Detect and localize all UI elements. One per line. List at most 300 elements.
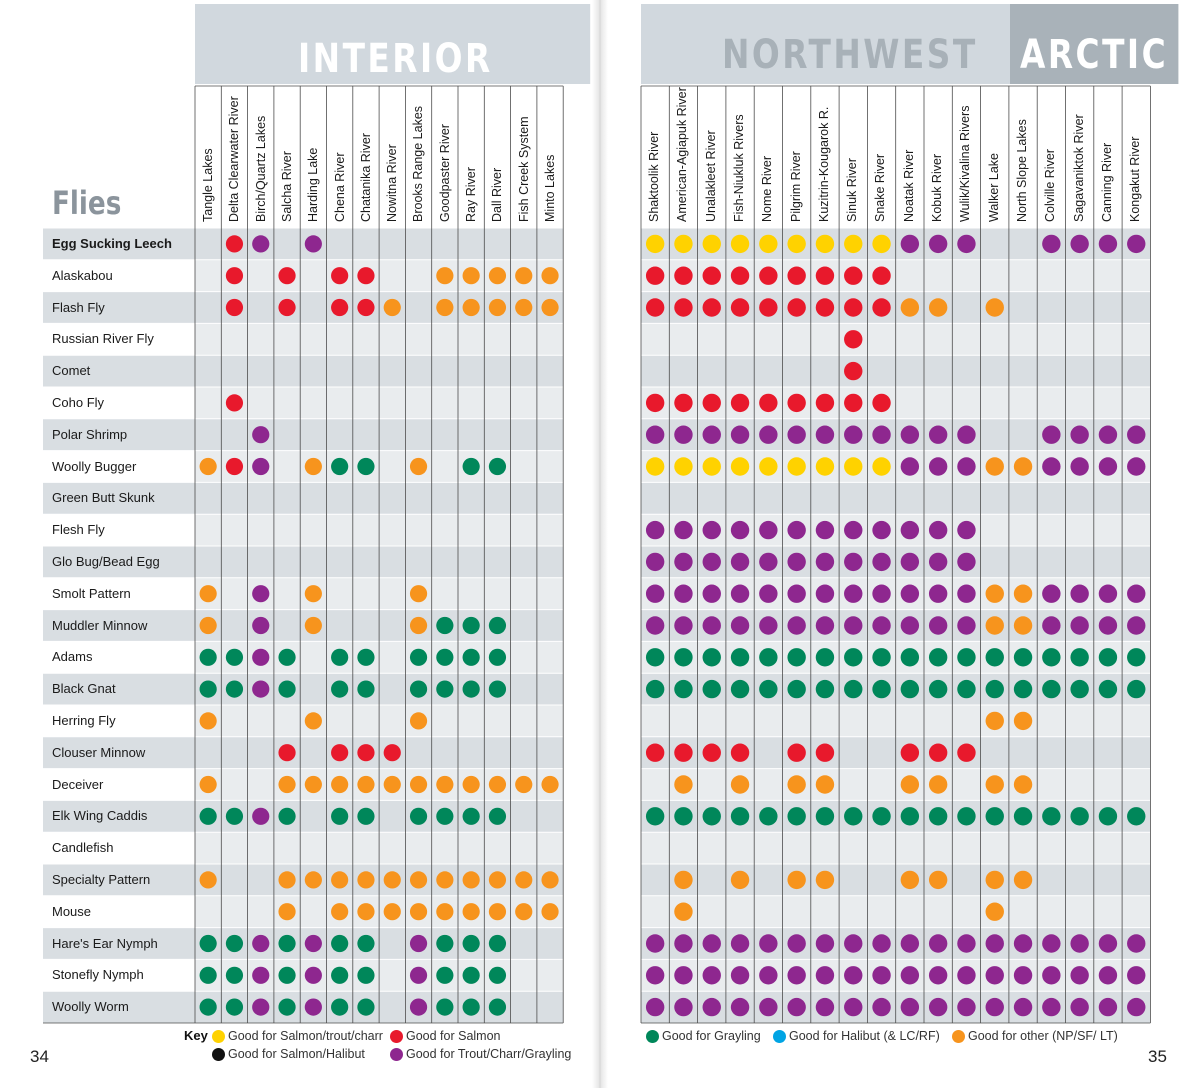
column-header: Fish Creek System bbox=[516, 116, 531, 222]
rating-dot bbox=[872, 426, 890, 444]
rating-dot bbox=[357, 649, 374, 666]
rating-dot bbox=[646, 934, 664, 952]
rating-dot bbox=[278, 299, 295, 316]
rating-dot bbox=[986, 998, 1004, 1016]
rating-dot bbox=[463, 267, 480, 284]
rating-dot bbox=[929, 298, 947, 316]
fly-row-label: Stonefly Nymph bbox=[52, 967, 144, 983]
rating-dot bbox=[515, 299, 532, 316]
rating-dot bbox=[463, 617, 480, 634]
rating-dot bbox=[816, 267, 834, 285]
rating-dot bbox=[200, 617, 217, 634]
rating-dot bbox=[436, 999, 453, 1016]
rating-dot bbox=[1042, 235, 1060, 253]
rating-dot bbox=[929, 775, 947, 793]
key-dot bbox=[212, 1048, 225, 1061]
rating-dot bbox=[929, 521, 947, 539]
rating-dot bbox=[1014, 934, 1032, 952]
rating-dot bbox=[816, 394, 834, 412]
rating-dot bbox=[731, 394, 749, 412]
column-header: Delta Clearwater River bbox=[227, 96, 242, 222]
rating-dot bbox=[957, 744, 975, 762]
rating-dot bbox=[1070, 426, 1088, 444]
rating-dot bbox=[646, 648, 664, 666]
rating-dot bbox=[1042, 934, 1060, 952]
rating-dot bbox=[226, 267, 243, 284]
rating-dot bbox=[646, 394, 664, 412]
rating-dot bbox=[844, 426, 862, 444]
rating-dot bbox=[331, 999, 348, 1016]
fly-row-label: Muddler Minnow bbox=[52, 617, 148, 633]
rating-dot bbox=[901, 235, 919, 253]
rating-dot bbox=[305, 585, 322, 602]
rating-dot bbox=[515, 871, 532, 888]
rating-dot bbox=[957, 934, 975, 952]
rating-dot bbox=[787, 585, 805, 603]
column-header: Fish-Niukluk Rivers bbox=[731, 114, 746, 222]
rating-dot bbox=[305, 871, 322, 888]
rating-dot bbox=[816, 966, 834, 984]
rating-dot bbox=[278, 871, 295, 888]
rating-dot bbox=[1099, 426, 1117, 444]
rating-dot bbox=[226, 999, 243, 1016]
rating-dot bbox=[1099, 616, 1117, 634]
rating-dot bbox=[1042, 966, 1060, 984]
rating-dot bbox=[703, 457, 721, 475]
rating-dot bbox=[787, 521, 805, 539]
rating-dot bbox=[410, 999, 427, 1016]
rating-dot bbox=[489, 776, 506, 793]
rating-dot bbox=[278, 999, 295, 1016]
column-header: Wulik/Kivalina Rivers bbox=[958, 105, 973, 222]
rating-dot bbox=[436, 808, 453, 825]
region-title-interior: INTERIOR bbox=[298, 36, 493, 82]
rating-dot bbox=[674, 553, 692, 571]
rating-dot bbox=[787, 871, 805, 889]
rating-dot bbox=[816, 648, 834, 666]
rating-dot bbox=[674, 235, 692, 253]
rating-dot bbox=[703, 934, 721, 952]
column-header: Ray River bbox=[464, 167, 478, 222]
rating-dot bbox=[1042, 585, 1060, 603]
rating-dot bbox=[731, 775, 749, 793]
rating-dot bbox=[731, 553, 749, 571]
rating-dot bbox=[305, 967, 322, 984]
rating-dot bbox=[787, 998, 805, 1016]
rating-dot bbox=[957, 235, 975, 253]
rating-dot bbox=[278, 267, 295, 284]
rating-dot bbox=[410, 808, 427, 825]
rating-dot bbox=[901, 934, 919, 952]
rating-dot bbox=[703, 998, 721, 1016]
key-item-text: Good for Salmon/Halibut bbox=[228, 1047, 365, 1061]
rating-dot bbox=[331, 267, 348, 284]
key-item-text: Good for Halibut (& LC/RF) bbox=[789, 1029, 940, 1043]
rating-dot bbox=[252, 617, 269, 634]
rating-dot bbox=[1099, 585, 1117, 603]
rating-dot bbox=[410, 871, 427, 888]
fly-row-label: Polar Shrimp bbox=[52, 426, 128, 442]
rating-dot bbox=[646, 267, 664, 285]
rating-dot bbox=[674, 585, 692, 603]
rating-dot bbox=[703, 807, 721, 825]
rating-dot bbox=[703, 966, 721, 984]
rating-dot bbox=[816, 744, 834, 762]
rating-dot bbox=[816, 616, 834, 634]
rating-dot bbox=[1127, 235, 1145, 253]
rating-dot bbox=[872, 616, 890, 634]
rating-dot bbox=[787, 966, 805, 984]
rating-dot bbox=[731, 457, 749, 475]
rating-dot bbox=[844, 934, 862, 952]
rating-dot bbox=[252, 808, 269, 825]
rating-dot bbox=[515, 776, 532, 793]
rating-dot bbox=[986, 966, 1004, 984]
rating-dot bbox=[278, 776, 295, 793]
column-header: Nome River bbox=[760, 156, 775, 222]
rating-dot bbox=[929, 680, 947, 698]
rating-dot bbox=[410, 967, 427, 984]
fly-row-label: Flash Fly bbox=[52, 299, 105, 315]
rating-dot bbox=[986, 648, 1004, 666]
fly-row-label: Woolly Worm bbox=[52, 999, 129, 1015]
rating-dot bbox=[331, 903, 348, 920]
region-title-northwest: NORTHWEST bbox=[722, 32, 978, 78]
rating-dot bbox=[787, 648, 805, 666]
rating-dot bbox=[929, 235, 947, 253]
fly-row-label: Alaskabou bbox=[52, 267, 113, 283]
rating-dot bbox=[489, 903, 506, 920]
column-header: Noatak River bbox=[901, 149, 916, 222]
rating-dot bbox=[200, 585, 217, 602]
rating-dot bbox=[816, 553, 834, 571]
rating-dot bbox=[872, 648, 890, 666]
rating-dot bbox=[1127, 616, 1145, 634]
rating-dot bbox=[463, 871, 480, 888]
rating-dot bbox=[200, 871, 217, 888]
rating-dot bbox=[787, 457, 805, 475]
rating-dot bbox=[1127, 648, 1145, 666]
rating-dot bbox=[901, 680, 919, 698]
rating-dot bbox=[957, 585, 975, 603]
rating-dot bbox=[787, 426, 805, 444]
rating-dot bbox=[929, 966, 947, 984]
rating-dot bbox=[929, 426, 947, 444]
column-header: Kongakut River bbox=[1128, 136, 1143, 222]
rating-dot bbox=[787, 934, 805, 952]
rating-dot bbox=[731, 235, 749, 253]
rating-dot bbox=[986, 680, 1004, 698]
rating-dot bbox=[901, 457, 919, 475]
rating-dot bbox=[436, 776, 453, 793]
rating-dot bbox=[703, 616, 721, 634]
rating-dot bbox=[646, 426, 664, 444]
rating-dot bbox=[200, 712, 217, 729]
key-item-text: Good for other (NP/SF/ LT) bbox=[968, 1029, 1118, 1043]
rating-dot bbox=[901, 775, 919, 793]
rating-dot bbox=[1014, 712, 1032, 730]
rating-dot bbox=[759, 267, 777, 285]
rating-dot bbox=[731, 616, 749, 634]
rating-dot bbox=[759, 966, 777, 984]
rating-dot bbox=[226, 808, 243, 825]
rating-dot bbox=[816, 871, 834, 889]
rating-dot bbox=[1127, 457, 1145, 475]
rating-dot bbox=[463, 999, 480, 1016]
rating-dot bbox=[489, 267, 506, 284]
rating-dot bbox=[901, 521, 919, 539]
rating-dot bbox=[674, 744, 692, 762]
rating-dot bbox=[816, 235, 834, 253]
rating-dot bbox=[410, 649, 427, 666]
rating-dot bbox=[410, 776, 427, 793]
rating-dot bbox=[646, 680, 664, 698]
rating-dot bbox=[957, 807, 975, 825]
rating-dot bbox=[759, 807, 777, 825]
rating-dot bbox=[357, 871, 374, 888]
rating-dot bbox=[703, 235, 721, 253]
fly-row-label: Glo Bug/Bead Egg bbox=[52, 553, 160, 569]
rating-dot bbox=[986, 457, 1004, 475]
rating-dot bbox=[986, 903, 1004, 921]
rating-dot bbox=[674, 267, 692, 285]
rating-dot bbox=[1014, 775, 1032, 793]
rating-dot bbox=[226, 394, 243, 411]
rating-dot bbox=[844, 330, 862, 348]
column-header: North Slope Lakes bbox=[1014, 119, 1029, 222]
flies-heading: Flies bbox=[52, 184, 122, 222]
rating-dot bbox=[463, 935, 480, 952]
rating-dot bbox=[410, 712, 427, 729]
rating-dot bbox=[278, 967, 295, 984]
rating-dot bbox=[1042, 998, 1060, 1016]
rating-dot bbox=[1070, 616, 1088, 634]
rating-dot bbox=[1042, 426, 1060, 444]
rating-dot bbox=[1070, 680, 1088, 698]
rating-dot bbox=[674, 998, 692, 1016]
rating-dot bbox=[541, 871, 558, 888]
column-header: Dall River bbox=[490, 167, 505, 222]
rating-dot bbox=[929, 934, 947, 952]
rating-dot bbox=[436, 903, 453, 920]
rating-dot bbox=[872, 934, 890, 952]
rating-dot bbox=[1042, 648, 1060, 666]
rating-dot bbox=[844, 235, 862, 253]
column-header: Salcha River bbox=[279, 151, 294, 222]
rating-dot bbox=[331, 967, 348, 984]
rating-dot bbox=[489, 999, 506, 1016]
rating-dot bbox=[436, 649, 453, 666]
rating-dot bbox=[1099, 807, 1117, 825]
rating-dot bbox=[226, 235, 243, 252]
rating-dot bbox=[252, 681, 269, 698]
rating-dot bbox=[901, 744, 919, 762]
rating-dot bbox=[278, 744, 295, 761]
rating-dot bbox=[759, 998, 777, 1016]
rating-dot bbox=[278, 681, 295, 698]
page-number-left: 34 bbox=[30, 1047, 49, 1066]
rating-dot bbox=[357, 681, 374, 698]
rating-dot bbox=[844, 998, 862, 1016]
rating-dot bbox=[305, 712, 322, 729]
rating-dot bbox=[331, 299, 348, 316]
rating-dot bbox=[357, 299, 374, 316]
rating-dot bbox=[226, 458, 243, 475]
rating-dot bbox=[844, 267, 862, 285]
rating-dot bbox=[731, 871, 749, 889]
rating-dot bbox=[703, 394, 721, 412]
rating-dot bbox=[759, 553, 777, 571]
rating-dot bbox=[226, 935, 243, 952]
rating-dot bbox=[759, 426, 777, 444]
rating-dot bbox=[1099, 934, 1117, 952]
fly-row-label: Russian River Fly bbox=[52, 331, 154, 347]
rating-dot bbox=[844, 585, 862, 603]
rating-dot bbox=[1099, 235, 1117, 253]
rating-dot bbox=[463, 808, 480, 825]
rating-dot bbox=[331, 681, 348, 698]
rating-dot bbox=[872, 394, 890, 412]
rating-dot bbox=[1070, 235, 1088, 253]
rating-dot bbox=[731, 426, 749, 444]
rating-dot bbox=[731, 998, 749, 1016]
rating-dot bbox=[844, 648, 862, 666]
rating-dot bbox=[731, 807, 749, 825]
column-header: Pilgrim River bbox=[788, 151, 803, 222]
rating-dot bbox=[463, 649, 480, 666]
fly-row-label: Egg Sucking Leech bbox=[52, 235, 172, 251]
rating-dot bbox=[816, 775, 834, 793]
rating-dot bbox=[957, 521, 975, 539]
rating-dot bbox=[759, 394, 777, 412]
rating-dot bbox=[646, 998, 664, 1016]
rating-dot bbox=[541, 299, 558, 316]
rating-dot bbox=[731, 744, 749, 762]
rating-dot bbox=[957, 966, 975, 984]
fly-row-label: Smolt Pattern bbox=[52, 585, 131, 601]
rating-dot bbox=[646, 807, 664, 825]
rating-dot bbox=[1099, 966, 1117, 984]
rating-dot bbox=[1070, 807, 1088, 825]
rating-dot bbox=[844, 616, 862, 634]
rating-dot bbox=[674, 775, 692, 793]
rating-dot bbox=[357, 776, 374, 793]
rating-dot bbox=[844, 298, 862, 316]
rating-dot bbox=[305, 935, 322, 952]
rating-dot bbox=[489, 458, 506, 475]
rating-dot bbox=[489, 681, 506, 698]
rating-dot bbox=[986, 807, 1004, 825]
column-header: Chatanika River bbox=[358, 133, 373, 222]
fly-row-label: Clouser Minnow bbox=[52, 744, 146, 760]
rating-dot bbox=[541, 776, 558, 793]
rating-dot bbox=[1127, 998, 1145, 1016]
rating-dot bbox=[816, 426, 834, 444]
column-header: Walker Lake bbox=[986, 152, 1001, 222]
column-header: Snake River bbox=[873, 153, 888, 222]
page-number-right: 35 bbox=[1148, 1047, 1167, 1066]
rating-dot bbox=[872, 585, 890, 603]
rating-dot bbox=[674, 680, 692, 698]
rating-dot bbox=[646, 235, 664, 253]
rating-dot bbox=[901, 966, 919, 984]
rating-dot bbox=[436, 967, 453, 984]
rating-dot bbox=[646, 521, 664, 539]
rating-dot bbox=[986, 298, 1004, 316]
rating-dot bbox=[787, 553, 805, 571]
rating-dot bbox=[384, 744, 401, 761]
rating-dot bbox=[901, 553, 919, 571]
rating-dot bbox=[816, 807, 834, 825]
rating-dot bbox=[872, 998, 890, 1016]
rating-dot bbox=[252, 935, 269, 952]
rating-dot bbox=[646, 298, 664, 316]
rating-dot bbox=[844, 966, 862, 984]
rating-dot bbox=[816, 585, 834, 603]
rating-dot bbox=[357, 999, 374, 1016]
rating-dot bbox=[731, 648, 749, 666]
column-header: Sinuk River bbox=[845, 158, 860, 222]
rating-dot bbox=[226, 681, 243, 698]
rating-dot bbox=[901, 426, 919, 444]
rating-dot bbox=[787, 744, 805, 762]
rating-dot bbox=[929, 585, 947, 603]
rating-dot bbox=[957, 680, 975, 698]
rating-dot bbox=[816, 998, 834, 1016]
fly-row-label: Specialty Pattern bbox=[52, 871, 151, 887]
rating-dot bbox=[357, 903, 374, 920]
rating-dot bbox=[305, 235, 322, 252]
rating-dot bbox=[357, 967, 374, 984]
column-header: Harding Lake bbox=[306, 147, 321, 222]
rating-dot bbox=[436, 871, 453, 888]
rating-dot bbox=[200, 967, 217, 984]
rating-dot bbox=[731, 680, 749, 698]
rating-dot bbox=[410, 617, 427, 634]
rating-dot bbox=[489, 617, 506, 634]
fly-row-label: Adams bbox=[52, 649, 93, 665]
rating-dot bbox=[844, 521, 862, 539]
rating-dot bbox=[1014, 648, 1032, 666]
rating-dot bbox=[463, 458, 480, 475]
fly-row-label: Black Gnat bbox=[52, 681, 116, 697]
rating-dot bbox=[731, 966, 749, 984]
rating-dot bbox=[1042, 457, 1060, 475]
rating-dot bbox=[331, 808, 348, 825]
rating-dot bbox=[816, 298, 834, 316]
rating-dot bbox=[226, 967, 243, 984]
column-header: Nowitna River bbox=[385, 144, 400, 222]
column-header: Unalakleet River bbox=[703, 130, 718, 222]
rating-dot bbox=[200, 458, 217, 475]
rating-dot bbox=[252, 585, 269, 602]
rating-dot bbox=[986, 934, 1004, 952]
rating-dot bbox=[872, 966, 890, 984]
rating-dot bbox=[929, 616, 947, 634]
rating-dot bbox=[305, 617, 322, 634]
fly-row-label: Coho Fly bbox=[52, 394, 105, 410]
rating-dot bbox=[1070, 457, 1088, 475]
rating-dot bbox=[844, 553, 862, 571]
rating-dot bbox=[872, 553, 890, 571]
rating-dot bbox=[759, 680, 777, 698]
rating-dot bbox=[463, 776, 480, 793]
rating-dot bbox=[872, 267, 890, 285]
rating-dot bbox=[252, 967, 269, 984]
rating-dot bbox=[357, 808, 374, 825]
rating-dot bbox=[731, 585, 749, 603]
rating-dot bbox=[1014, 998, 1032, 1016]
